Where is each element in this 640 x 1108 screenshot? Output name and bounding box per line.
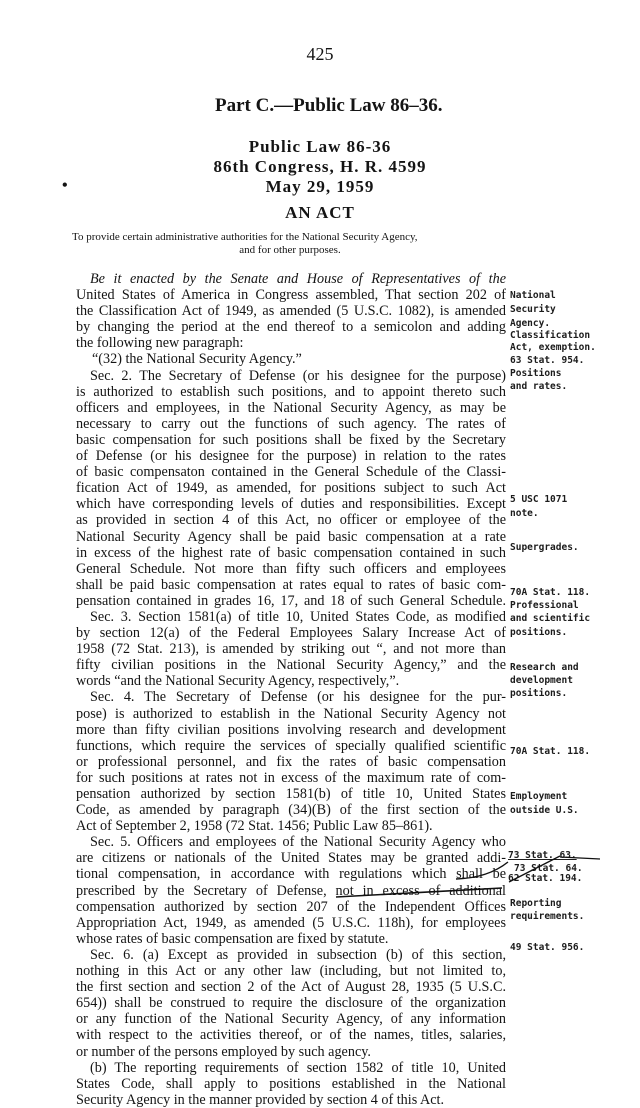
margin-note-73-stat-64: 73 Stat. 64. [514, 863, 583, 874]
body-line: nothing in this Act or any other law (including, but not limited to, [76, 963, 506, 980]
margin-note-act-exemption: Act, exemption. [510, 342, 596, 353]
body-line: officers and employees, in the National Security Agency, as may be [76, 399, 506, 416]
body-line: words “and the National Security Agency, respectively,”. [76, 673, 400, 690]
congress-bill-title: 86th Congress, H. R. 4599 [213, 157, 427, 176]
body-line: Appropriation Act, 1949, as amended (5 U.S.C. 118h), for employees [76, 914, 506, 931]
part-heading: Part C.—Public Law 86–36. [215, 95, 443, 116]
margin-note-49-stat-956: 49 Stat. 956. [510, 942, 585, 953]
margin-note-73-stat-63: 73 Stat. 63. [508, 850, 577, 861]
body-line: Sec. 5. Officers and employees of the National Security Agency who [90, 834, 506, 851]
body-line: with respect to the activities thereof, or of the names, titles, salaries, [76, 1027, 506, 1044]
body-line: “(32) the National Security Agency.” [92, 351, 302, 368]
body-line: United States of America in Congress assembled, That section 202 of [76, 287, 506, 304]
body-line: for such positions at rates not in excess of the maximum rate of com- [76, 769, 506, 786]
margin-note-requirements: requirements. [510, 911, 585, 922]
margin-note-62-stat-194: 62 Stat. 194. [508, 873, 583, 884]
margin-note-agency: Agency. [510, 318, 551, 329]
act-body [76, 271, 506, 1108]
body-line: or professional personnel, and fix the rates of basic compensation [76, 753, 506, 770]
body-line: pensation authorized by section 1581(b) of title 10, United States [76, 786, 506, 802]
purpose-line-2: and for other purposes. [239, 244, 341, 256]
body-line: fication Act of 1949, as amended, for positions subject to such Act [76, 480, 506, 497]
body-line: 1958 (72 Stat. 213), is amended by striking out “, and not more than [76, 641, 506, 658]
margin-note-employment: Employment [510, 791, 568, 802]
body-line: which have corresponding levels of duties and responsibilities. Except [76, 496, 506, 513]
body-line: as provided in section 4 of this Act, no officer or employee of the [76, 512, 506, 529]
enactment-date: May 29, 1959 [265, 177, 375, 196]
body-line: the following new paragraph: [76, 335, 244, 352]
margin-note-63-stat-954: 63 Stat. 954. [510, 355, 585, 366]
body-line: basic compensation for such positions shall be fixed by the Secretary [76, 431, 506, 448]
margin-note-security: Security [510, 304, 556, 315]
body-line: Be it enacted by the Senate and House of Representatives of the [90, 271, 506, 287]
body-line: necessary to carry out the functions of such agency. The rates of [76, 415, 506, 432]
margin-note-positions: Positions [510, 368, 562, 379]
body-line: or number of the persons employed by such agency. [76, 1043, 371, 1060]
margin-note-5-usc-1071: 5 USC 1071 [510, 494, 568, 505]
body-line: Sec. 4. The Secretary of Defense (or his designee for the pur- [90, 689, 506, 706]
act-heading: AN ACT [285, 203, 355, 222]
body-line: functions, which require the services of specially qualified scientific [76, 737, 506, 754]
body-line: are citizens or nationals of the United States may be granted addi- [76, 850, 506, 867]
margin-note-outside-us: outside U.S. [510, 805, 579, 816]
page-number: 425 [306, 44, 334, 64]
body-line: whose rates of basic compensation are fixed by statute. [76, 930, 389, 947]
margin-note-note: note. [510, 508, 539, 519]
body-line: pose) is authorized to establish in the National Security Agency not [76, 705, 506, 722]
margin-note-and-scientific: and scientific [510, 613, 591, 624]
body-line: General Schedule. Not more than fifty such officers and employees [76, 560, 506, 577]
margin-note-development: development [510, 675, 573, 686]
body-line: of basic compensaton contained in the General Schedule of the Classi- [76, 464, 506, 481]
margin-note-research-and: Research and [510, 662, 579, 673]
body-line: in excess of the highest rate of basic compensation contained in such [76, 544, 506, 561]
margin-note-70a-stat-118-b: 70A Stat. 118. [510, 746, 591, 757]
body-line: shall be paid basic compensation at rates equal to rates of basic com- [76, 576, 506, 593]
margin-note-positions-3: positions. [510, 688, 568, 699]
body-line: National Security Agency shall be paid basic compensation at a rate [76, 528, 506, 545]
margin-note-national: National [510, 290, 556, 301]
body-line: more than fifty civilian positions involving research and development [76, 721, 506, 738]
body-line: (b) The reporting requirements of section 1582 of title 10, United [90, 1059, 506, 1076]
body-line: fifty civilian positions in the National Security Agency,” and the [76, 657, 506, 674]
margin-note-classification: Classification [510, 330, 591, 341]
body-line: by section 12(a) of the Federal Employees Salary Increase Act of [76, 625, 506, 642]
margin-note-supergrades: Supergrades. [510, 542, 579, 553]
body-line: of Defense (or his designee for the purpose) in relation to the rates [76, 448, 506, 465]
body-line: Sec. 2. The Secretary of Defense (or his designee for the purpose) [90, 367, 506, 384]
body-line: Sec. 6. (a) Except as provided in subsection (b) of this section, [90, 946, 506, 963]
body-line: tional compensation, in accordance with regulations which shall be [76, 866, 506, 883]
body-line: or any function of the National Security Agency, of any information [76, 1011, 506, 1028]
body-line: compensation authorized by section 207 of the Independent Offices [76, 898, 506, 915]
body-line: Act of September 2, 1958 (72 Stat. 1456; Public Law 85–861). [76, 818, 433, 835]
bullet-mark: • [62, 177, 68, 194]
margin-note-professional: Professional [510, 600, 579, 611]
body-line: 654)) shall be construed to require the disclosure of the organization [76, 995, 506, 1012]
body-line: by changing the period at the end thereof to a semicolon and adding [76, 319, 506, 336]
body-line: States Code, shall apply to positions established in the National [76, 1075, 506, 1092]
margin-note-70a-stat-118: 70A Stat. 118. [510, 587, 591, 598]
body-line: Security Agency in the manner provided by section 4 of this Act. [76, 1091, 445, 1108]
body-line: is authorized to establish such positions, and to appoint thereto such [76, 383, 506, 400]
public-law-title: Public Law 86-36 [248, 137, 392, 156]
margin-note-positions-2: positions. [510, 627, 568, 638]
body-line: the first section and section 2 of the Act of August 28, 1935 (5 U.S.C. [76, 979, 506, 996]
body-line: prescribed by the Secretary of Defense, not in excess of additional [76, 882, 506, 899]
body-line: pensation contained in grades 16, 17, and 18 of such General Schedule. [76, 592, 506, 609]
body-line: the Classification Act of 1949, as amended (5 U.S.C. 1082), is amended [76, 303, 506, 320]
margin-note-reporting: Reporting [510, 898, 562, 909]
purpose-line-1: To provide certain administrative authorities for the National Security Agency, [72, 231, 418, 243]
margin-note-and-rates: and rates. [510, 381, 568, 392]
body-line: Code, as amended by paragraph (34)(B) of the first section of the [76, 802, 506, 819]
body-line: Sec. 3. Section 1581(a) of title 10, United States Code, as modified [90, 608, 506, 625]
